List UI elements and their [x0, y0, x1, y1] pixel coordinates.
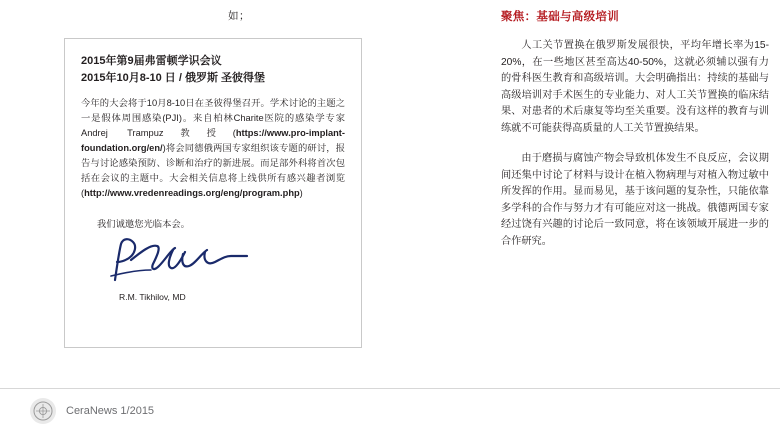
footer-label: CeraNews 1/2015	[66, 405, 155, 417]
letter-title-line1: 2015年第9届弗雷顿学识会议	[81, 55, 222, 67]
article-body	[501, 38, 769, 264]
letter-regards: 我们诚邀您光临本会。	[97, 219, 190, 230]
right-column	[494, 0, 780, 436]
article-heading: 聚焦：基础与高级培训	[501, 11, 619, 23]
signature-name: R.M. Tikhilov, MD	[119, 292, 186, 303]
article-paragraph: 由于磨损与腐蚀产物会导致机体发生不良反应，会议期间还集中讨论了材料与设计在植入物病理与对植入物过敏中所发挥的作用。显而易见，基于该问题的复杂性，只能依靠多学科的合作与努力才有可能应对这一挑战。俄德两国专家经过饶有兴趣的讨论后一致同意，将在该领域开展进一步的合作研究。	[501, 153, 769, 247]
lead-in-text: 如；	[228, 10, 250, 22]
letter-title	[81, 53, 345, 86]
letter-title-line2: 2015年10月8-10 日 / 俄罗斯 圣彼得堡	[81, 71, 266, 84]
letter-body: 今年的大会将于10月8-10日在圣彼得堡召开。学术讨论的主题之一是假体周围感染(PJI)。来自柏林Charite医院的感染学专家Andrej Trampuz教授(https://www.pro-implant-foundation.org/en/)将会同德俄两国专家组织该专题的研讨，报告与讨论感染预防、诊断和治疗的新进展。而足部外科将首次包括在会议的主题中。大会相关信息将上线供所有感兴趣者浏览(http://www.vredenreadings.org/eng/program.php)	[81, 98, 345, 199]
page-footer	[30, 398, 154, 424]
ceramtec-circle-logo-icon	[30, 398, 56, 424]
handwritten-signature-icon	[81, 236, 345, 303]
article-paragraph: 人工关节置换在俄罗斯发展很快，平均年增长率为15-20%，在一些地区甚至高达40-50%，这就必须辅以强有力的骨科医生教育和高级培训。大会明确指出：持续的基础与高级培训对手术医生的专业能力、对人工关节置换的临床结果、对患者的术后康复等均至关重要。没有这样的教育与训练就不可能获得高质量的人工关节置换结果。	[501, 40, 769, 134]
footer-divider	[0, 388, 780, 389]
invitation-letter-box	[64, 38, 362, 348]
